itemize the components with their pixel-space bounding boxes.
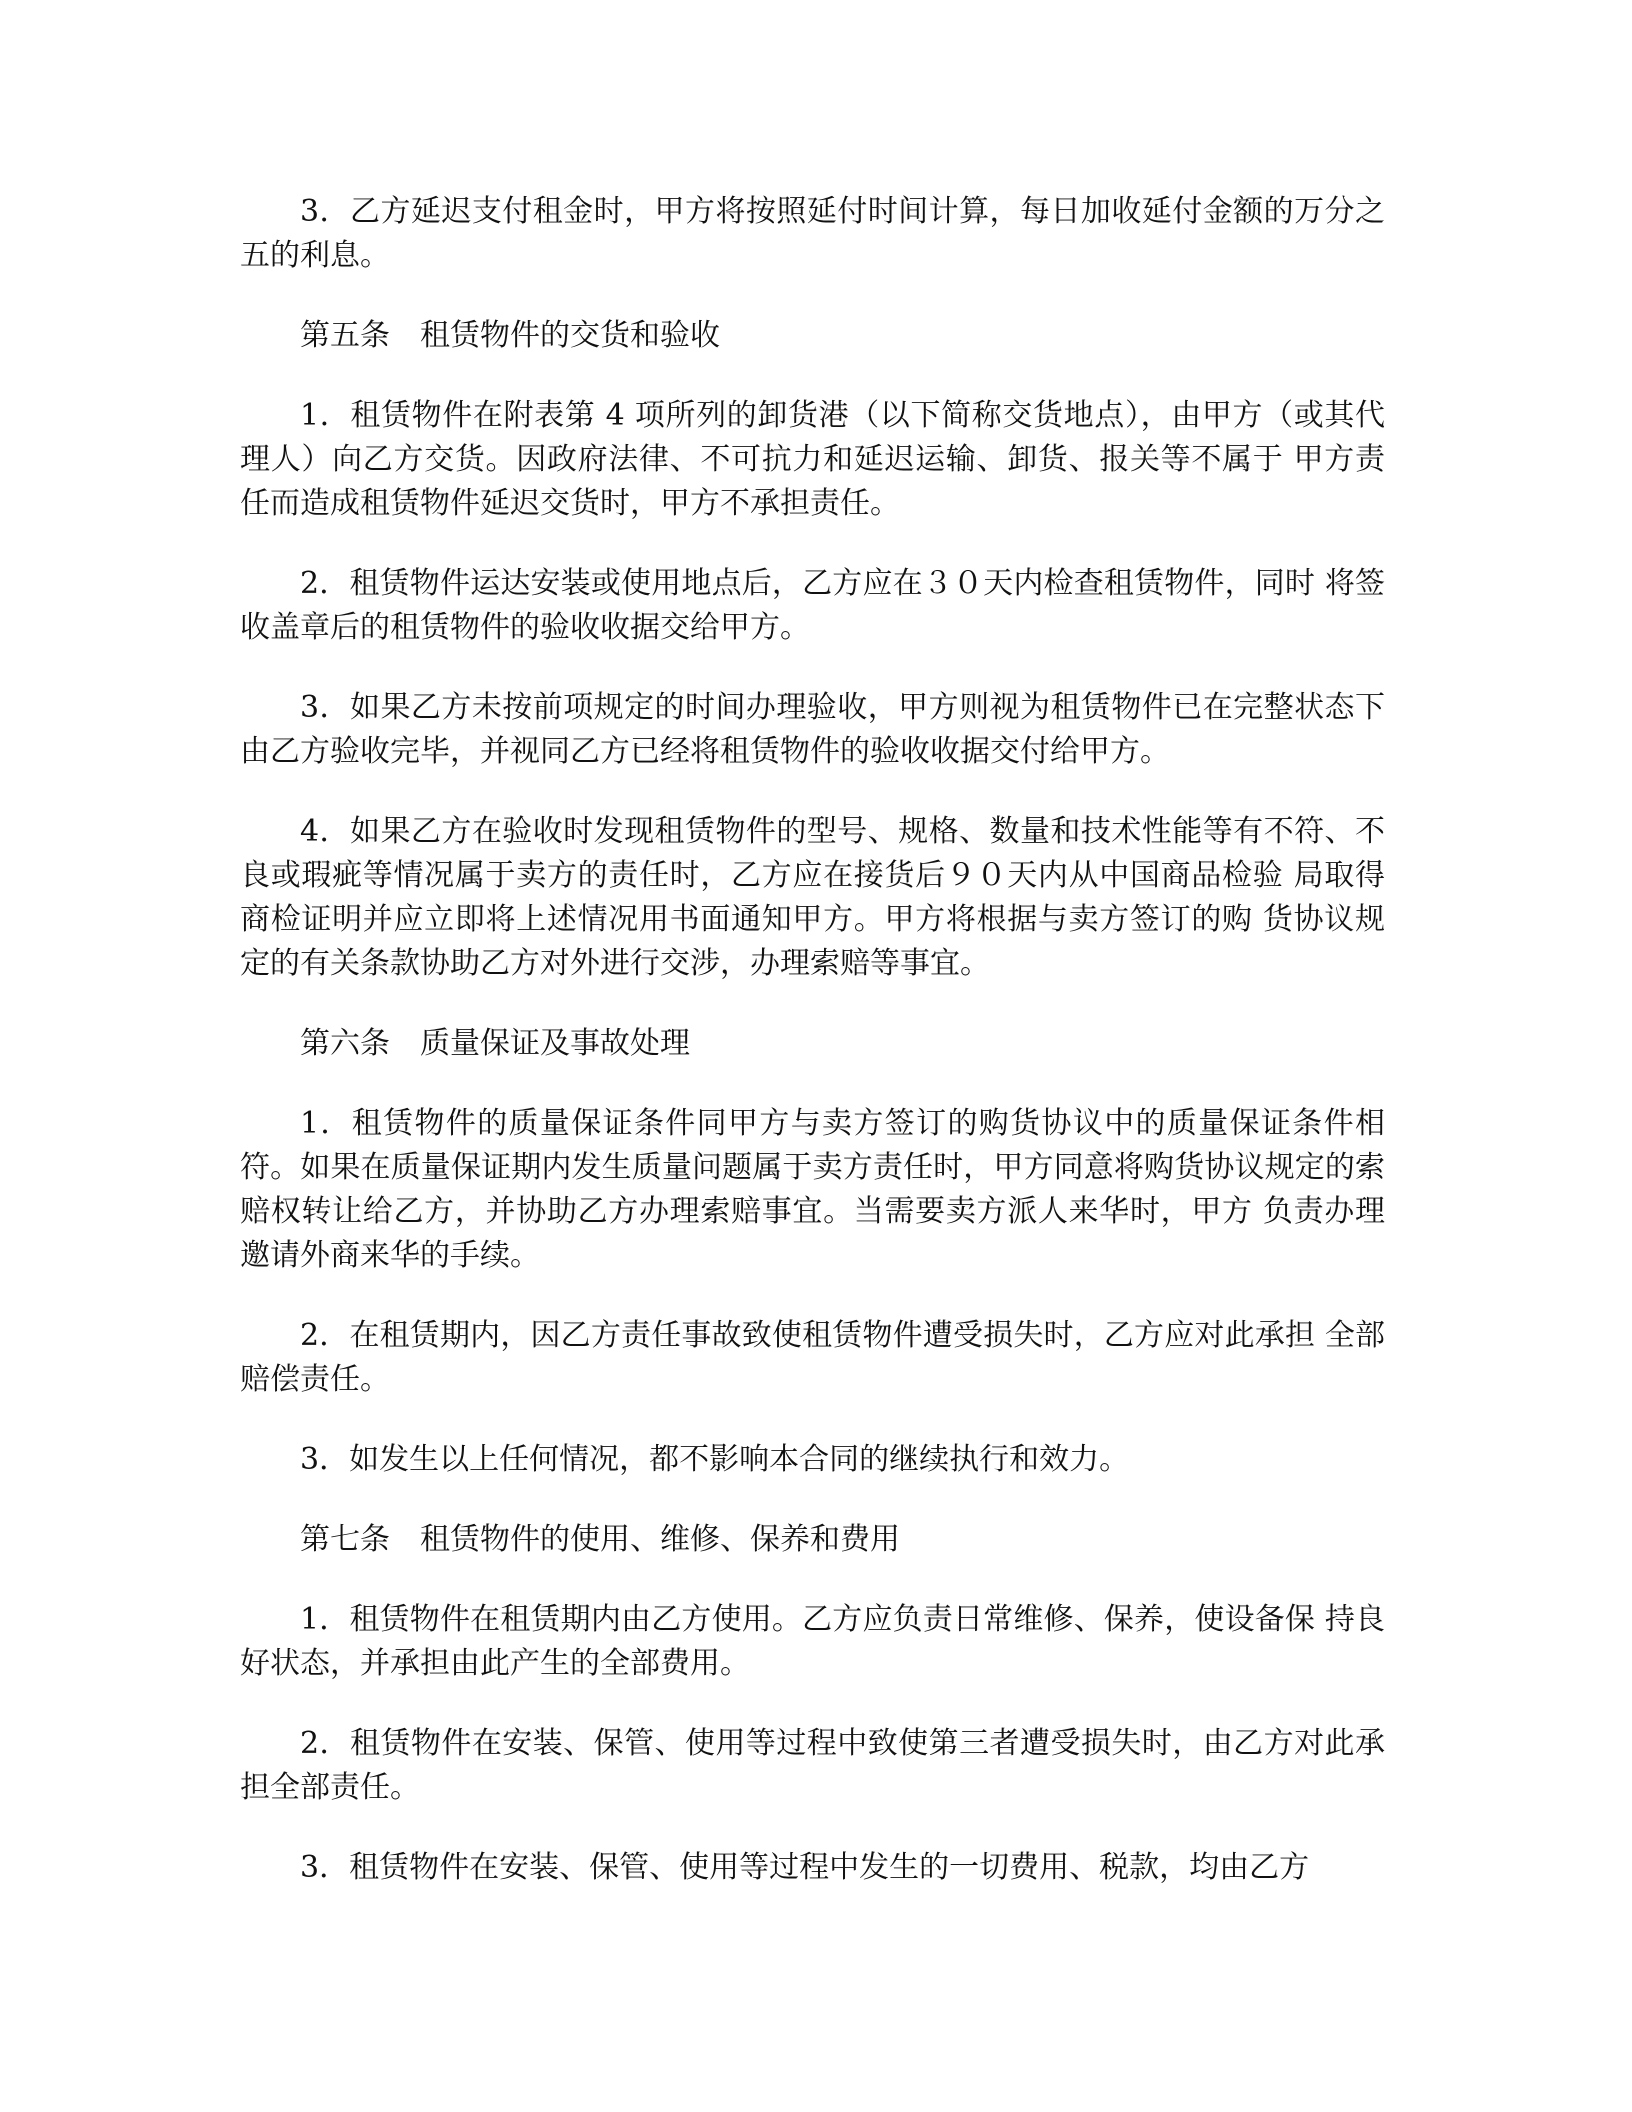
paragraph-7-2: 2．租赁物件在安装、保管、使用等过程中致使第三者遭受损失时，由乙方对此承担全部责任。 (240, 1726, 1385, 1805)
article-5-heading: 第五条 租赁物件的交货和验收 (300, 318, 720, 353)
paragraph-5-1: 1．租赁物件在附表第 4 项所列的卸货港（以下简称交货地点），由甲方（或其代理人）向乙方交货。因政府法律、不可抗力和延迟运输、卸货、报关等不属于 甲方责任而造成租赁物件延迟交货时，甲方不承担责任。 (240, 398, 1385, 521)
paragraph-5-4: 4．如果乙方在验收时发现租赁物件的型号、规格、数量和技术性能等有不符、不良或瑕疵等情况属于卖方的责任时，乙方应在接货后９０天内从中国商品检验 局取得商检证明并应立即将上述情况用书面通知甲方。甲方将根据与卖方签订的购 货协议规定的有关条款协助乙方对外进行交涉，办理索赔等事宜。 (240, 814, 1385, 981)
paragraph-6-1: 1．租赁物件的质量保证条件同甲方与卖方签订的购货协议中的质量保证条件相符。如果在质量保证期内发生质量问题属于卖方责任时，甲方同意将购货协议规定的索赔权转让给乙方，并协助乙方办理索赔事宜。当需要卖方派人来华时，甲方 负责办理邀请外商来华的手续。 (240, 1106, 1385, 1273)
paragraph-6-2: 2．在租赁期内，因乙方责任事故致使租赁物件遭受损失时，乙方应对此承担 全部赔偿责任。 (240, 1318, 1385, 1397)
article-6-heading: 第六条 质量保证及事故处理 (300, 1026, 690, 1061)
paragraph-5-2: 2．租赁物件运达安装或使用地点后，乙方应在３０天内检查租赁物件，同时 将签收盖章后的租赁物件的验收收据交给甲方。 (240, 566, 1385, 645)
paragraph-7-1: 1．租赁物件在租赁期内由乙方使用。乙方应负责日常维修、保养，使设备保 持良好状态，并承担由此产生的全部费用。 (240, 1602, 1385, 1681)
paragraph-4-3: 3．乙方延迟支付租金时，甲方将按照延付时间计算，每日加收延付金额的万分之五的利息。 (240, 194, 1385, 273)
paragraph-5-3: 3．如果乙方未按前项规定的时间办理验收，甲方则视为租赁物件已在完整状态下由乙方验收完毕，并视同乙方已经将租赁物件的验收收据交付给甲方。 (240, 690, 1385, 769)
paragraph-7-3: 3．租赁物件在安装、保管、使用等过程中发生的一切费用、税款，均由乙方 (300, 1850, 1310, 1885)
article-7-heading: 第七条 租赁物件的使用、维修、保养和费用 (300, 1522, 900, 1557)
paragraph-6-3: 3．如发生以上任何情况，都不影响本合同的继续执行和效力。 (300, 1442, 1130, 1477)
document-body (240, 190, 1385, 1926)
